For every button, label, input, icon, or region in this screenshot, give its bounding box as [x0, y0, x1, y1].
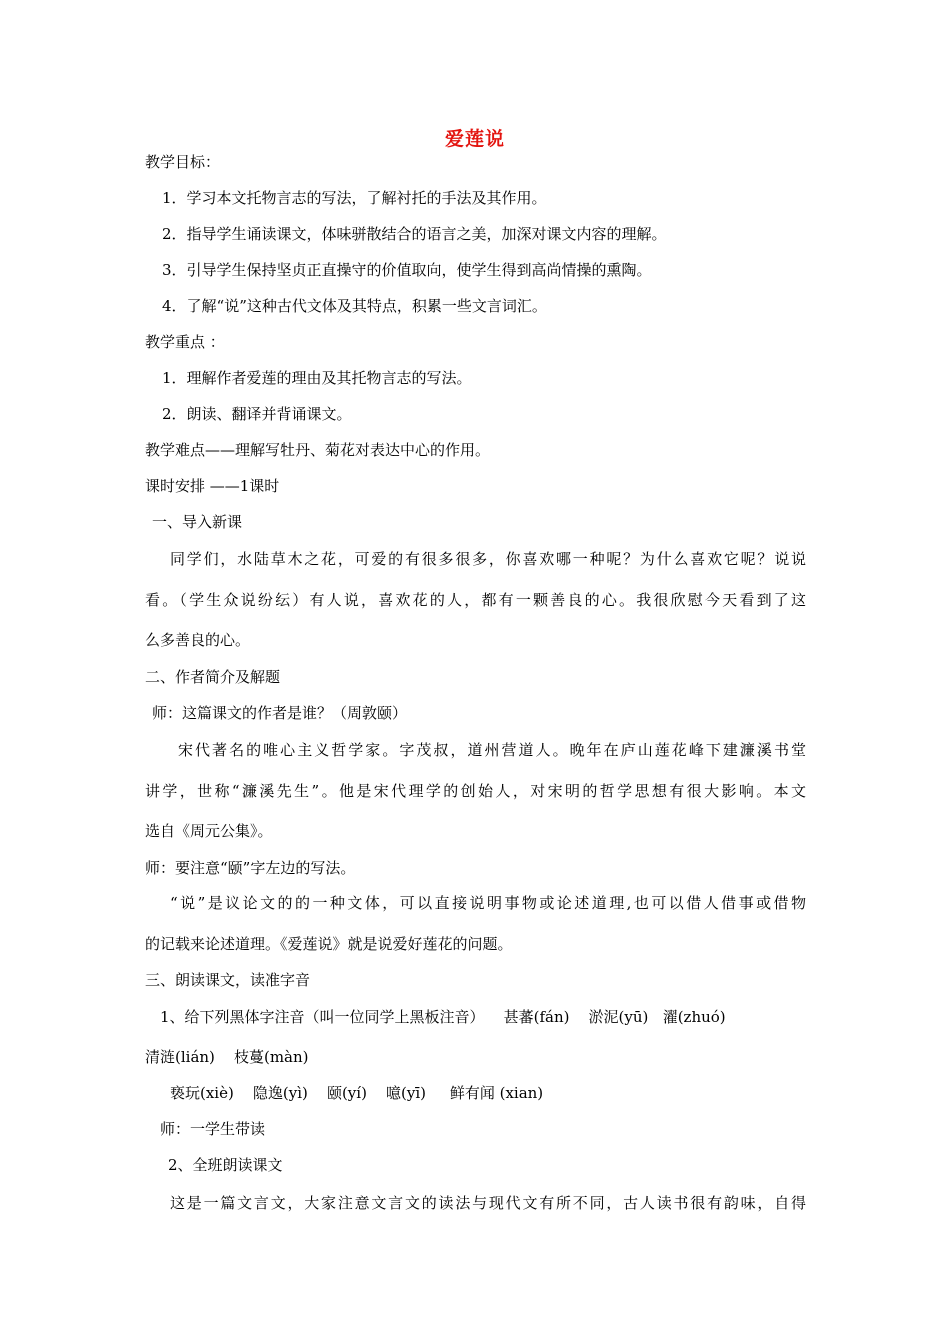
paragraph-line: 看。（学生众说纷纭）有人说，喜欢花的人，都有一颗善良的心。我很欣慰今天看到了这 — [145, 591, 806, 609]
teacher-question: 师：这篇课文的作者是谁？（周敦颐） — [152, 704, 408, 722]
teacher-note: 师：要注意“颐”字左边的写法。 — [145, 859, 356, 877]
paragraph-line: 宋代著名的唯心主义哲学家。字茂叔，道州营道人。晚年在庐山莲花峰下建濂溪书堂 — [178, 741, 806, 759]
section-heading-objectives: 教学目标： — [145, 153, 221, 171]
key-point-2: 2．朗读、翻译并背诵课文。 — [162, 405, 352, 423]
section-heading-schedule: 课时安排 ——1课时 — [145, 477, 280, 495]
section-heading-reading: 三、朗读课文，读准字音 — [145, 971, 311, 989]
paragraph-line: 同学们，水陆草木之花，可爱的有很多很多，你喜欢哪一种呢？为什么喜欢它呢？说说 — [170, 550, 806, 568]
paragraph-line: “说”是议论文的的一种文体，可以直接说明事物或论述道理,也可以借人借事或借物 — [170, 894, 806, 912]
paragraph-line: 这是一篇文言文，大家注意文言文的读法与现代文有所不同，古人读书很有韵味，自得 — [170, 1194, 806, 1212]
objective-4: 4．了解“说”这种古代文体及其特点，积累一些文言词汇。 — [162, 297, 547, 315]
key-point-1: 1．理解作者爱莲的理由及其托物言志的写法。 — [162, 369, 472, 387]
teacher-note: 师：一学生带读 — [160, 1120, 266, 1138]
section-heading-difficulty: 教学难点——理解写牡丹、菊花对表达中心的作用。 — [145, 441, 491, 459]
pinyin-exercise-line: 亵玩(xiè) 隐逸(yì) 颐(yí) 噫(yī) 鲜有闻 (xian) — [170, 1084, 544, 1102]
paragraph-line: 的记载来论述道理。《爱莲说》就是说爱好莲花的问题。 — [145, 935, 513, 953]
paragraph-line: 讲学，世称“濂溪先生”。他是宋代理学的创始人，对宋明的哲学思想有很大影响。本文 — [145, 782, 806, 800]
section-heading-introduction: 一、导入新课 — [152, 513, 243, 531]
step-heading: 2、全班朗读课文 — [168, 1156, 283, 1174]
document-title: 爱莲说 — [444, 128, 505, 150]
objective-3: 3．引导学生保持坚贞正直操守的价值取向，使学生得到高尚情操的熏陶。 — [162, 261, 652, 279]
objective-1: 1．学习本文托物言志的写法，了解衬托的手法及其作用。 — [162, 189, 547, 207]
pinyin-exercise-line: 清涟(lián) 枝蔓(màn) — [145, 1048, 309, 1066]
section-heading-author: 二、作者简介及解题 — [145, 668, 281, 686]
pinyin-exercise-line: 1、给下列黑体字注音（叫一位同学上黑板注音） 甚蕃(fán) 淤泥(yū) 濯(zhuó) — [160, 1008, 726, 1026]
objective-2: 2．指导学生诵读课文，体味骈散结合的语言之美，加深对课文内容的理解。 — [162, 225, 667, 243]
section-heading-key-points: 教学重点 ： — [145, 333, 225, 351]
paragraph-line: 选自《周元公集》。 — [145, 822, 273, 840]
paragraph-line: 么多善良的心。 — [145, 631, 251, 649]
